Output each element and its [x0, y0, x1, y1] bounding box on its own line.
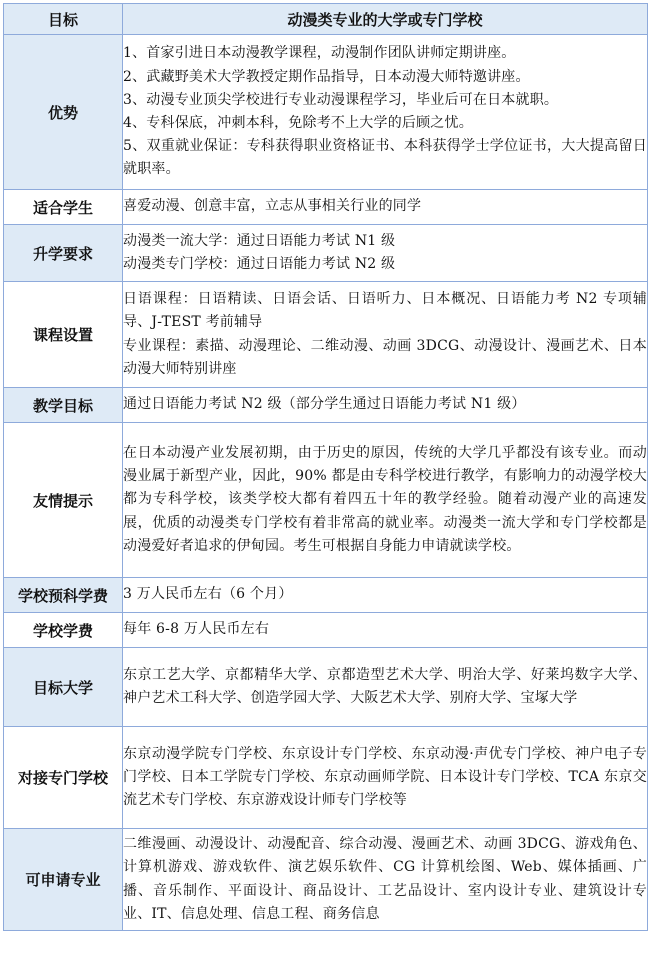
row-content: [123, 190, 648, 225]
row-label: 目标大学: [4, 648, 123, 727]
table-header-row: [4, 4, 648, 35]
row-target-universities: [4, 648, 648, 727]
row-label: 升学要求: [4, 225, 123, 282]
row-friendly-tip: [4, 423, 648, 578]
row-content: [123, 613, 648, 648]
row-text: 在日本动漫产业发展初期，由于历史的原因，传统的大学几乎都没有该专业。而动漫业属于新型产业，因此，90% 都是由专科学校进行教学，有影响力的动漫学校大都为专科学校，该类学校大都有着四五十年的教学经验。随着动漫产业的高速发展，优质的动漫类专门学校有着非常高的就业率。动漫类一流大学和专门学校都是动漫爱好者追求的伊甸园。考生可根据自身能力申请就读学校。: [123, 444, 647, 554]
row-text: 动漫类专门学校：通过日语能力考试 N2 级: [123, 256, 396, 272]
row-text: 3 万人民币左右（6 个月）: [123, 586, 293, 603]
row-content: [123, 388, 648, 423]
row-text: 每年 6-8 万人民币左右: [123, 621, 270, 638]
row-prep-tuition: [4, 578, 648, 613]
row-content: [123, 282, 648, 388]
row-label: 学校学费: [4, 613, 123, 648]
row-advantages: [4, 35, 648, 190]
row-curriculum: [4, 282, 648, 388]
row-text: 东京动漫学院专门学校、东京设计专门学校、东京动漫·声优专门学校、神户电子专门学校、日本工学院专门学校、东京动画师学院、日本设计专门学校、TCA 东京交流艺术专门学校、东京游戏设计师专门学校等: [123, 745, 647, 809]
row-text: 动漫类一流大学：通过日语能力考试 N1 级: [123, 232, 396, 249]
row-admission-requirements: [4, 225, 648, 282]
row-label: 课程设置: [4, 282, 123, 388]
advantage-item: 1、首家引进日本动漫教学课程，动漫制作团队讲师定期讲座。: [123, 45, 516, 62]
row-content: [123, 829, 648, 931]
row-content: [123, 35, 648, 190]
advantage-item: 5、双重就业保证：专科获得职业资格证书、本科获得学士学位证书，大大提高留日就职率。: [123, 138, 647, 178]
row-label: 学校预科学费: [4, 578, 123, 613]
row-content: [123, 727, 648, 829]
row-partner-schools: [4, 727, 648, 829]
row-label: 适合学生: [4, 190, 123, 225]
advantage-item: 2、武藏野美术大学教授定期作品指导，日本动漫大师特邀讲座。: [123, 68, 530, 85]
row-label: 可申请专业: [4, 829, 123, 931]
row-content: [123, 225, 648, 282]
row-label: 教学目标: [4, 388, 123, 423]
row-content: [123, 578, 648, 613]
row-text: 通过日语能力考试 N2 级（部分学生通过日语能力考试 N1 级）: [123, 396, 526, 413]
row-content: [123, 423, 648, 578]
row-content: [123, 648, 648, 727]
row-text: 日语课程：日语精读、日语会话、日语听力、日本概况、日语能力考 N2 专项辅导、J-TEST 考前辅导: [123, 291, 647, 331]
row-text: 二维漫画、动漫设计、动漫配音、综合动漫、漫画艺术、动画 3DCG、游戏角色、计算机游戏、游戏软件、演艺娱乐软件、CG 计算机绘图、Web、媒体插画、广播、音乐制作、平面设计、商品设计、工艺品设计、室内设计专业、建筑设计专业、IT、信息处理、信息工程、商务信息: [123, 836, 647, 922]
row-text: 东京工艺大学、京都精华大学、京都造型艺术大学、明治大学、好莱坞数字大学、神户艺术工科大学、创造学园大学、大阪艺术大学、别府大学、宝塚大学: [123, 666, 647, 706]
advantage-item: 4、专科保底，冲刺本科，免除考不上大学的后顾之忧。: [123, 115, 473, 131]
row-text: 专业课程：素描、动漫理论、二维动漫、动画 3DCG、动漫设计、漫画艺术、日本动漫大师特别讲座: [123, 337, 647, 377]
row-tuition: [4, 613, 648, 648]
row-label: 对接专门学校: [4, 727, 123, 829]
info-table: [3, 3, 648, 931]
row-available-majors: [4, 829, 648, 931]
row-suitable-students: [4, 190, 648, 225]
row-teaching-goal: [4, 388, 648, 423]
row-label: 优势: [4, 35, 123, 190]
advantage-item: 3、动漫专业顶尖学校进行专业动漫课程学习，毕业后可在日本就职。: [123, 91, 559, 108]
row-label: 友情提示: [4, 423, 123, 578]
header-target: 目标: [4, 4, 123, 35]
row-text: 喜爱动漫、创意丰富，立志从事相关行业的同学: [123, 198, 422, 215]
header-program: 动漫类专业的大学或专门学校: [123, 4, 648, 35]
